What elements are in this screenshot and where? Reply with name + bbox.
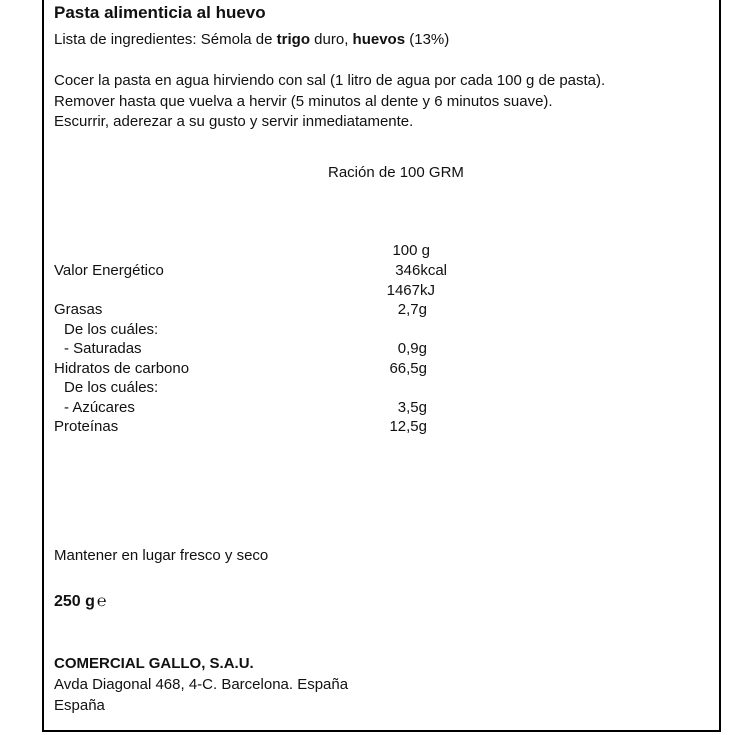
estimated-sign-icon: ℮ [96,593,107,610]
nutrient-value-saturadas: 0,9g [397,340,427,357]
company-name: COMERCIAL GALLO, S.A.U. [54,655,254,672]
company-country: España [54,697,105,714]
serving-size: Ración de 100 GRM [328,164,464,181]
nutrient-value-hidratos: 66,5g [389,360,427,377]
net-weight [54,593,107,611]
instruction-line-2: Remover hasta que vuelva a hervir (5 minutos al dente y 6 minutos suave). [54,93,553,110]
ingredients-label: Lista de ingredientes: [54,31,197,48]
product-title: Pasta alimenticia al huevo [54,3,266,22]
ingredient-huevos: huevos [352,31,406,48]
nutrient-label-de-los-cuales-1: De los cuáles: [64,321,159,338]
net-weight-value: 250 g [54,593,95,610]
nutrient-value-kcal: 346kcal [395,262,447,279]
ingredients-part1: Sémola de [200,31,273,48]
nutrient-value-grasas: 2,7g [397,301,427,318]
nutrient-label-proteinas: Proteínas [54,418,119,435]
nutrient-label-saturadas: - Saturadas [64,340,142,357]
nutrient-label-hidratos: Hidratos de carbono [54,360,190,377]
ingredient-trigo: trigo [276,31,310,48]
nutrition-column-header: 100 g [392,242,430,259]
nutrient-value-proteinas: 12,5g [389,418,427,435]
ingredients-part2: duro, [314,31,349,48]
ingredients-line [54,31,449,49]
storage-instructions: Mantener en lugar fresco y seco [54,547,269,564]
nutrient-label-de-los-cuales-2: De los cuáles: [64,379,159,396]
instruction-line-3: Escurrir, aderezar a su gusto y servir inmediatamente. [54,113,414,130]
instruction-line-1: Cocer la pasta en agua hirviendo con sal (1 litro de agua por cada 100 g de pasta). [54,72,606,89]
nutrient-label-energy: Valor Energético [54,262,164,279]
nutrient-value-azucares: 3,5g [397,399,427,416]
nutrient-label-azucares: - Azúcares [64,399,135,416]
nutrient-label-grasas: Grasas [54,301,103,318]
nutrient-value-kj: 1467kJ [386,282,435,299]
company-address: Avda Diagonal 468, 4-C. Barcelona. España [54,676,349,693]
ingredients-part3: (13%) [409,31,450,48]
